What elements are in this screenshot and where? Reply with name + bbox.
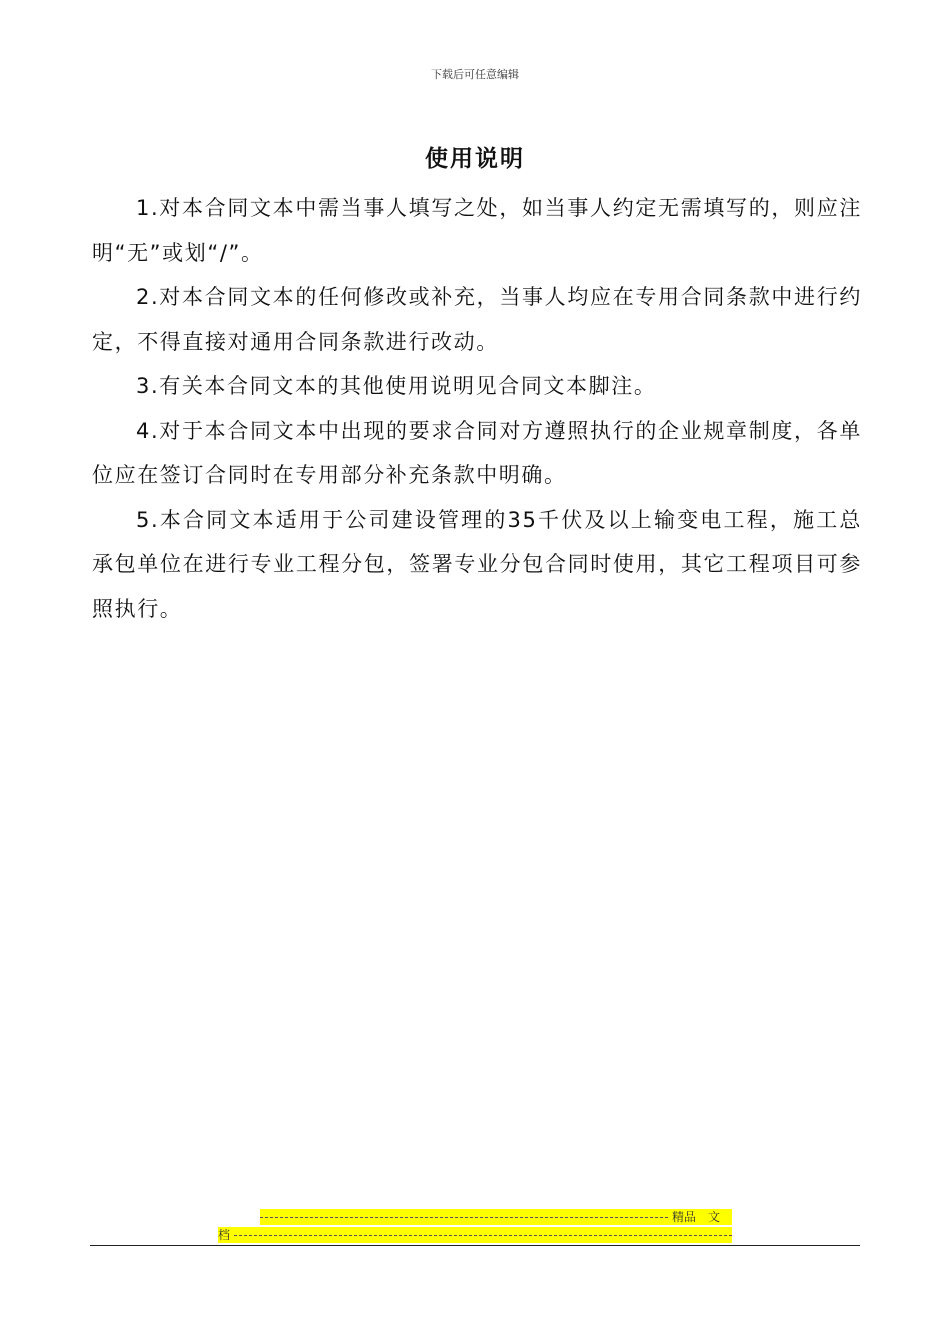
paragraph-3: 3.有关本合同文本的其他使用说明见合同文本脚注。	[136, 374, 657, 398]
footer-text-2: 档	[218, 1228, 231, 1242]
footer-watermark	[218, 1209, 732, 1243]
footer-divider	[90, 1245, 860, 1246]
footer-dash-rule-2	[234, 1227, 732, 1243]
paragraph-2: 2.对本合同文本的任何修改或补充，当事人均应在专用合同条款中进行约定，不得直接对通用合同条款进行改动。	[92, 285, 862, 354]
footer-line-1	[260, 1209, 732, 1225]
footer-line-2	[218, 1227, 732, 1243]
paragraph-1: 1.对本合同文本中需当事人填写之处，如当事人约定无需填写的，则应注明“无”或划“/”。	[92, 196, 862, 265]
footer-dash-rule	[260, 1209, 668, 1225]
document-body	[92, 186, 862, 631]
header-note: 下载后可任意编辑	[431, 68, 519, 81]
footer-text-1: 精品 文	[672, 1210, 721, 1224]
paragraph-5: 5.本合同文本适用于公司建设管理的35千伏及以上输变电工程，施工总承包单位在进行专业工程分包，签署专业分包合同时使用，其它工程项目可参照执行。	[92, 507, 862, 621]
page-title: 使用说明	[425, 146, 525, 172]
paragraph-4: 4.对于本合同文本中出现的要求合同对方遵照执行的企业规章制度，各单位应在签订合同时在专用部分补充条款中明确。	[92, 418, 862, 487]
